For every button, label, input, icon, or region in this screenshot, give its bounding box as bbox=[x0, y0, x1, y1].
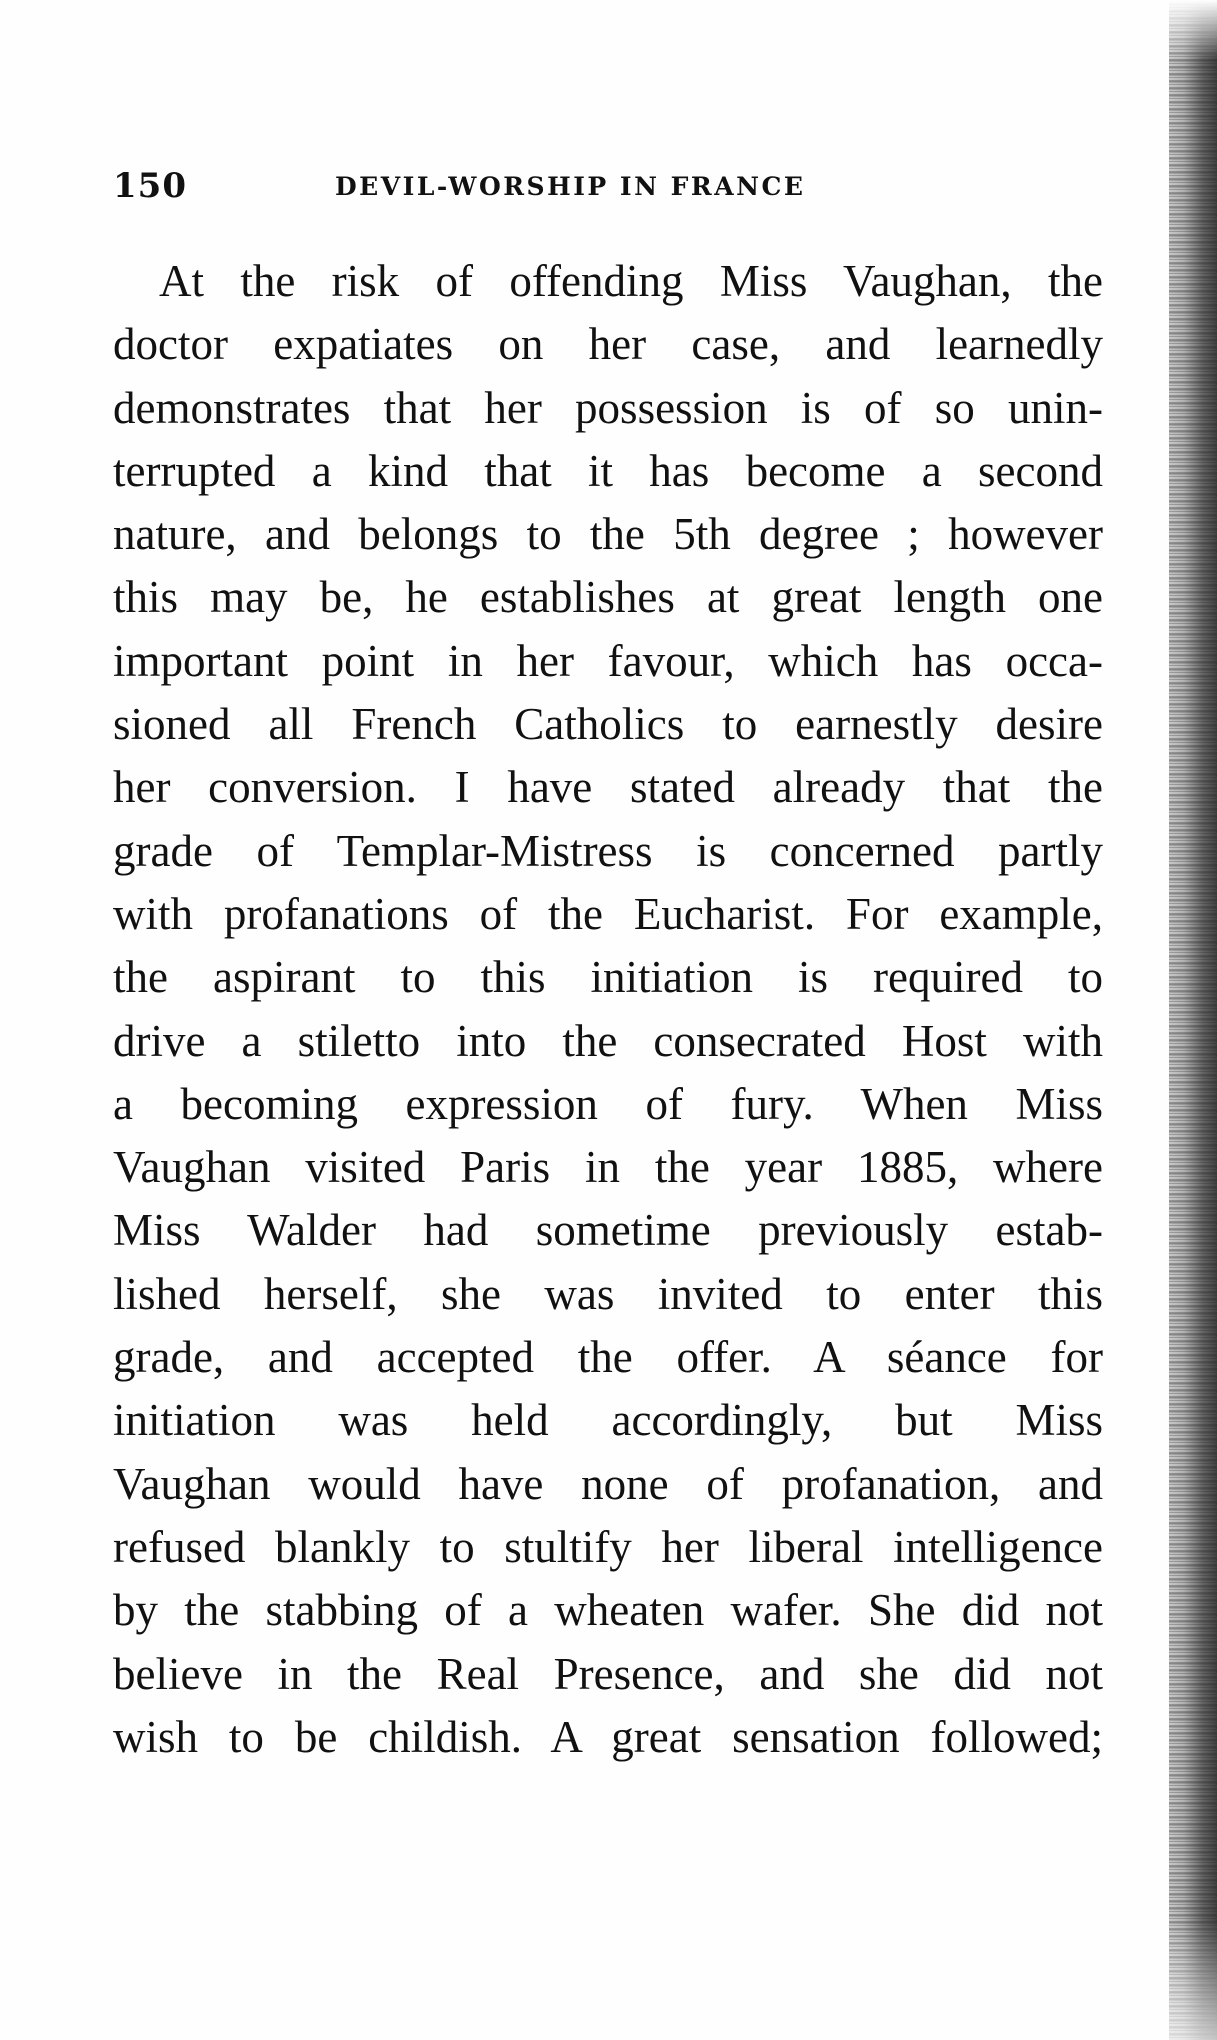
text-line: believe in the Real Presence, and she did not bbox=[113, 1648, 1103, 1699]
text-line: a becoming expression of fury. When Miss bbox=[113, 1078, 1103, 1129]
text-line: important point in her favour, which has occa- bbox=[113, 635, 1103, 686]
text-line: refused blankly to stultify her liberal intelligence bbox=[113, 1521, 1103, 1572]
text-line: wish to be childish. A great sensation followed; bbox=[113, 1711, 1103, 1762]
running-head: DEVIL-WORSHIP IN FRANCE bbox=[335, 172, 806, 201]
text-line: by the stabbing of a wheaten wafer. She did not bbox=[113, 1585, 1103, 1636]
text-line: her conversion. I have stated already that the bbox=[113, 762, 1103, 813]
text-line: Miss Walder had sometime previously estab- bbox=[113, 1205, 1103, 1256]
page-edge-shadow bbox=[1169, 0, 1217, 2040]
page-number: 150 bbox=[113, 166, 187, 206]
text-line: lished herself, she was invited to enter this bbox=[113, 1268, 1103, 1319]
text-line: drive a stiletto into the consecrated Host with bbox=[113, 1015, 1103, 1066]
page-header bbox=[113, 166, 1113, 216]
text-line: the aspirant to this initiation is required to bbox=[113, 952, 1103, 1003]
text-line: this may be, he establishes at great length one bbox=[113, 572, 1103, 623]
text-line: doctor expatiates on her case, and learnedly bbox=[113, 319, 1103, 370]
text-line: demonstrates that her possession is of so unin- bbox=[113, 382, 1103, 433]
text-line: grade, and accepted the offer. A séance for bbox=[113, 1332, 1103, 1383]
text-line: Vaughan would have none of profanation, and bbox=[113, 1458, 1103, 1509]
page-edge-fade-bottom bbox=[1169, 1920, 1217, 2040]
text-line: grade of Templar-Mistress is concerned partly bbox=[113, 825, 1103, 876]
text-line: initiation was held accordingly, but Miss bbox=[113, 1395, 1103, 1446]
text-line: nature, and belongs to the 5th degree ; however bbox=[113, 509, 1103, 560]
text-line: At the risk of offending Miss Vaughan, the bbox=[159, 256, 1103, 306]
text-line: sioned all French Catholics to earnestly desire bbox=[113, 699, 1103, 750]
text-line: Vaughan visited Paris in the year 1885, where bbox=[113, 1142, 1103, 1193]
text-line: terrupted a kind that it has become a second bbox=[113, 445, 1103, 496]
text-line: with profanations of the Eucharist. For example, bbox=[113, 888, 1103, 939]
body-text bbox=[113, 250, 1103, 1769]
page-edge-fade-top bbox=[1169, 0, 1217, 60]
